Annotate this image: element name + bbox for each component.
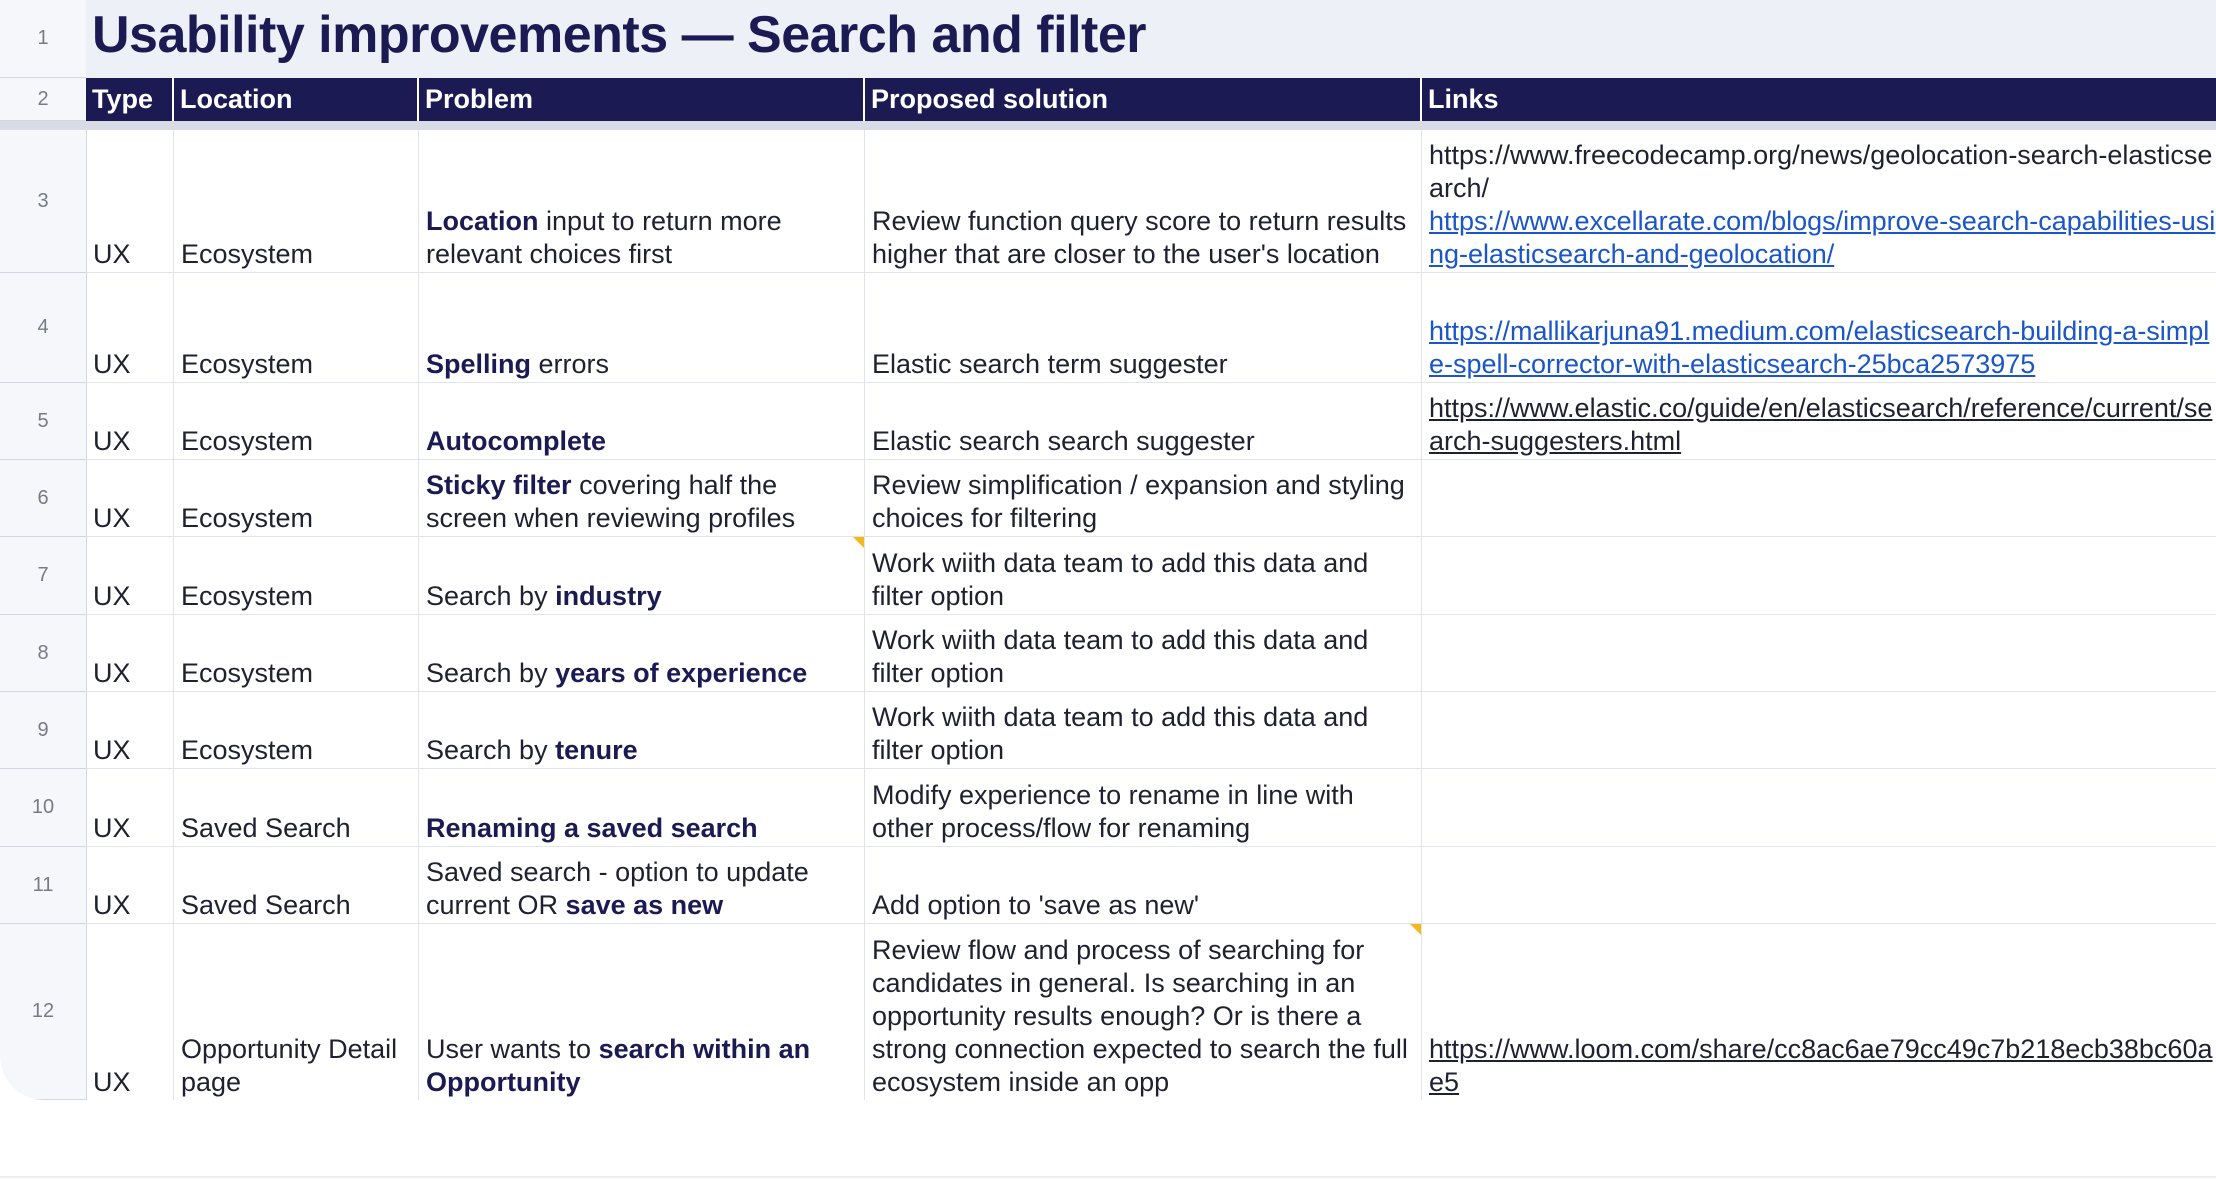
cell-links[interactable] (1422, 130, 2216, 272)
sheet-title[interactable]: Usability improvements — Search and filter (92, 6, 1146, 64)
header-proposed-solution[interactable]: Proposed solution (865, 78, 1422, 121)
cell-type[interactable]: UX (86, 615, 174, 691)
row-number[interactable]: 9 (0, 692, 86, 769)
cell-problem[interactable]: Renaming a saved search (419, 769, 865, 846)
cell-location[interactable]: Ecosystem (174, 537, 419, 614)
row-number[interactable]: 6 (0, 460, 86, 537)
cell-links[interactable] (1422, 615, 2216, 691)
table-row (86, 537, 2216, 615)
cell-location[interactable]: Saved Search (174, 847, 419, 923)
cell-problem[interactable]: Autocomplete (419, 383, 865, 459)
cell-problem[interactable]: Sticky filter covering half the screen when reviewing profiles (419, 460, 865, 536)
cell-links[interactable] (1422, 847, 2216, 923)
cell-problem[interactable]: Search by tenure (419, 692, 865, 768)
cell-type[interactable]: UX (86, 460, 174, 536)
table-row (86, 924, 2216, 1100)
table-row (86, 769, 2216, 847)
row-number[interactable]: 7 (0, 537, 86, 615)
table-row (86, 847, 2216, 924)
cell-type[interactable]: UX (86, 847, 174, 923)
cell-links[interactable] (1422, 692, 2216, 768)
row-number[interactable]: 11 (0, 847, 86, 924)
row-number[interactable]: 2 (0, 78, 86, 121)
cell-solution[interactable]: Add option to 'save as new' (865, 847, 1422, 923)
header-problem[interactable]: Problem (419, 78, 865, 121)
cell-location[interactable]: Saved Search (174, 769, 419, 846)
row-number-column (0, 0, 87, 1100)
cell-type[interactable]: UX (86, 924, 174, 1100)
cell-links[interactable] (1422, 769, 2216, 846)
cell-problem[interactable]: Location input to return more relevant choices first (419, 130, 865, 272)
cell-location[interactable]: Opportunity Detail page (174, 924, 419, 1100)
cell-links[interactable] (1422, 537, 2216, 614)
header-links[interactable]: Links (1428, 84, 1499, 114)
header-row (86, 78, 2216, 121)
cell-links[interactable] (1422, 460, 2216, 536)
cell-problem[interactable]: Spelling errors (419, 273, 865, 382)
table-row (86, 130, 2216, 273)
cell-problem[interactable]: Search by years of experience (419, 615, 865, 691)
cell-solution[interactable]: Elastic search search suggester (865, 383, 1422, 459)
table-row (86, 460, 2216, 537)
cell-location[interactable]: Ecosystem (174, 383, 419, 459)
comment-marker[interactable] (1410, 924, 1421, 935)
divider (0, 1176, 2216, 1178)
cell-problem[interactable]: Saved search - option to update current OR save as new (419, 847, 865, 923)
cell-type[interactable]: UX (86, 130, 174, 272)
row-number[interactable]: 8 (0, 615, 86, 692)
cell-solution[interactable]: Modify experience to rename in line with other process/flow for renaming (865, 769, 1422, 846)
cell-type[interactable]: UX (86, 769, 174, 846)
header-type[interactable]: Type (86, 78, 174, 121)
cell-location[interactable]: Ecosystem (174, 130, 419, 272)
comment-marker[interactable] (853, 537, 864, 548)
hyperlink[interactable]: https://www.excellarate.com/blogs/improve-search-capabilities-using-elasticsearch-and-geolocation/ (1429, 206, 2216, 269)
cell-problem[interactable]: Search by industry (419, 537, 865, 614)
cell-location[interactable]: Ecosystem (174, 460, 419, 536)
title-row (86, 0, 2216, 78)
cell-type[interactable]: UX (86, 692, 174, 768)
cell-location[interactable]: Ecosystem (174, 615, 419, 691)
cell-type[interactable]: UX (86, 383, 174, 459)
row-number[interactable]: 10 (0, 769, 86, 847)
cell-solution[interactable]: Review simplification / expansion and styling choices for filtering (865, 460, 1422, 536)
cell-problem[interactable]: User wants to search within an Opportunity (419, 924, 865, 1100)
cell-location[interactable]: Ecosystem (174, 692, 419, 768)
table-row (86, 273, 2216, 383)
cell-solution[interactable]: Work wiith data team to add this data and filter option (865, 537, 1422, 614)
cell-solution[interactable]: Work wiith data team to add this data and filter option (865, 615, 1422, 691)
hyperlink[interactable]: https://www.loom.com/share/cc8ac6ae79cc49c7b218ecb38bc60ae5 (1429, 1034, 2213, 1097)
row-number[interactable]: 3 (0, 130, 86, 273)
table-row (86, 383, 2216, 460)
cell-solution[interactable]: Review function query score to return results higher that are closer to the user's location (865, 130, 1422, 272)
cell-links[interactable] (1422, 383, 2216, 459)
cell-solution[interactable]: Elastic search term suggester (865, 273, 1422, 382)
row-number[interactable]: 1 (0, 0, 86, 78)
link-text: https://www.freecodecamp.org/news/geolocation-search-elasticsearch/ (1429, 140, 2213, 203)
row-number[interactable]: 5 (0, 383, 86, 460)
cell-links[interactable] (1422, 273, 2216, 382)
row-number[interactable]: 4 (0, 273, 86, 383)
row-number[interactable]: 12 (0, 924, 86, 1100)
cell-links[interactable] (1422, 924, 2216, 1100)
frozen-rows-divider[interactable] (0, 121, 2216, 130)
header-location[interactable]: Location (174, 78, 419, 121)
cell-solution[interactable]: Review flow and process of searching for candidates in general. Is searching in an opportunity results enough? Or is there a strong connection expected to search the full ecosystem inside an opp (865, 924, 1422, 1100)
cell-type[interactable]: UX (86, 273, 174, 382)
table-row (86, 692, 2216, 769)
hyperlink[interactable]: https://www.elastic.co/guide/en/elasticsearch/reference/current/search-suggesters.html (1429, 393, 2213, 456)
cell-type[interactable]: UX (86, 537, 174, 614)
cell-location[interactable]: Ecosystem (174, 273, 419, 382)
table-row (86, 615, 2216, 692)
hyperlink[interactable]: https://mallikarjuna91.medium.com/elasticsearch-building-a-simple-spell-corrector-with-elasticsearch-25bca2573975 (1429, 316, 2210, 379)
cell-solution[interactable]: Work wiith data team to add this data and filter option (865, 692, 1422, 768)
